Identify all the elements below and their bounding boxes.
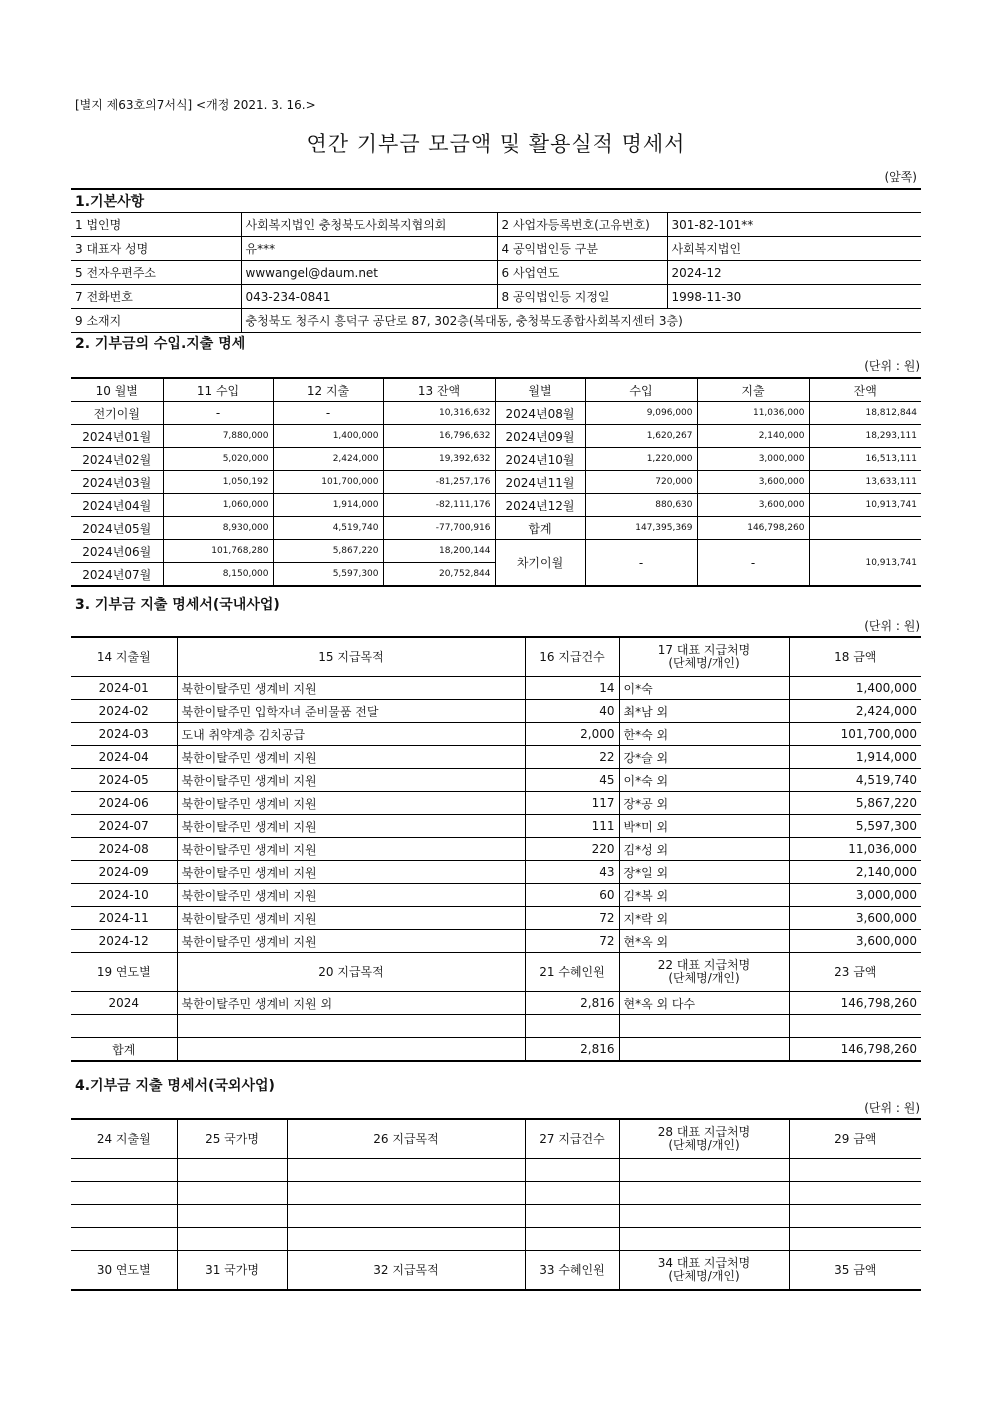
info-label: 3 대표자 성명 (71, 237, 241, 261)
month-cell: 2024-05 (71, 769, 177, 792)
balance-cell: 16,796,632 (383, 425, 495, 448)
empty-cell (177, 1159, 287, 1182)
count-cell: 60 (525, 884, 619, 907)
column-header: 13 잔액 (383, 378, 495, 402)
empty-cell (789, 1182, 921, 1205)
column-header: 29 금액 (789, 1119, 921, 1159)
balance-cell: 16,513,111 (809, 448, 921, 471)
balance-cell: 20,752,844 (383, 563, 495, 587)
table-row (71, 861, 921, 884)
info-label: 2 사업자등록번호(고유번호) (497, 213, 667, 237)
balance-cell: 10,913,741 (809, 494, 921, 517)
empty-cell (525, 1182, 619, 1205)
table-row (71, 815, 921, 838)
amount-cell: 3,600,000 (789, 930, 921, 953)
balance-cell (809, 517, 921, 540)
table-row (71, 540, 921, 563)
section-3-title: 3. 기부금 지출 명세서(국내사업) (75, 597, 280, 613)
info-label: 7 전화번호 (71, 285, 241, 309)
domestic-expense-table (71, 636, 921, 1062)
table-row (71, 992, 921, 1015)
column-header: 월별 (495, 378, 585, 402)
empty-cell (525, 1205, 619, 1228)
table-row (71, 448, 921, 471)
address-value: 충청북도 청주시 흥덕구 공단로 87, 302층(복대동, 충청북도종합사회복지센터 3층) (241, 309, 921, 333)
income-cell: 7,880,000 (163, 425, 273, 448)
expense-cell: 1,400,000 (273, 425, 383, 448)
recipient-cell: 이*숙 (619, 677, 789, 700)
column-header: 25 국가명 (177, 1119, 287, 1159)
expense-cell: 1,914,000 (273, 494, 383, 517)
table-row (71, 700, 921, 723)
empty-cell (287, 1205, 525, 1228)
month-cell: 2024년03월 (71, 471, 163, 494)
month-cell: 2024-08 (71, 838, 177, 861)
unit-label: (단위 : 원) (864, 1101, 920, 1115)
month-cell: 2024-07 (71, 815, 177, 838)
column-header: 33 수혜인원 (525, 1251, 619, 1291)
empty-cell (287, 1228, 525, 1251)
table-row (71, 494, 921, 517)
count-cell: 22 (525, 746, 619, 769)
table-row (71, 1015, 921, 1038)
recipient-cell: 지*락 외 (619, 907, 789, 930)
purpose-cell: 북한이탈주민 생계비 지원 (177, 930, 525, 953)
recipient-cell: 최*남 외 (619, 700, 789, 723)
month-cell: 2024-11 (71, 907, 177, 930)
count-cell: 2,816 (525, 1038, 619, 1062)
column-header: 28 대표 지급처명 (단체명/개인) (619, 1119, 789, 1159)
month-cell: 전기이월 (71, 402, 163, 425)
amount-cell: 146,798,260 (789, 1038, 921, 1062)
expense-cell: - (697, 540, 809, 587)
header-row (71, 1119, 921, 1159)
expense-cell: 5,597,300 (273, 563, 383, 587)
purpose-cell: 북한이탈주민 입학자녀 준비물품 전달 (177, 700, 525, 723)
month-cell: 2024년06월 (71, 540, 163, 563)
purpose-cell: 북한이탈주민 생계비 지원 (177, 884, 525, 907)
expense-cell: 2,140,000 (697, 425, 809, 448)
income-cell: 5,020,000 (163, 448, 273, 471)
expense-cell: 2,424,000 (273, 448, 383, 471)
empty-cell (525, 1159, 619, 1182)
info-value: 사회복지법인 충청북도사회복지협의회 (241, 213, 497, 237)
info-value: 2024-12 (667, 261, 921, 285)
info-value: 유*** (241, 237, 497, 261)
section-2-title: 2. 기부금의 수입.지출 명세 (75, 336, 246, 352)
column-header: 24 지출월 (71, 1119, 177, 1159)
column-header: 14 지출월 (71, 637, 177, 677)
purpose-cell: 북한이탈주민 생계비 지원 (177, 861, 525, 884)
income-cell: 1,060,000 (163, 494, 273, 517)
income-cell: 1,620,267 (585, 425, 697, 448)
document-title: 연간 기부금 모금액 및 활용실적 명세서 (306, 132, 686, 156)
purpose-cell: 북한이탈주민 생계비 지원 (177, 815, 525, 838)
address-label: 9 소재지 (71, 309, 241, 333)
month-cell: 차기이월 (495, 540, 585, 587)
table-row (71, 677, 921, 700)
expense-cell: - (273, 402, 383, 425)
table-row (71, 723, 921, 746)
count-cell (525, 1015, 619, 1038)
info-row (71, 213, 921, 237)
count-cell: 14 (525, 677, 619, 700)
info-label: 6 사업연도 (497, 261, 667, 285)
purpose-cell (177, 1015, 525, 1038)
empty-cell (619, 1228, 789, 1251)
month-cell: 2024-09 (71, 861, 177, 884)
month-cell: 합계 (495, 517, 585, 540)
empty-cell (71, 1228, 177, 1251)
recipient-cell (619, 1015, 789, 1038)
recipient-cell: 이*숙 외 (619, 769, 789, 792)
purpose-cell: 북한이탈주민 생계비 지원 (177, 907, 525, 930)
count-cell: 111 (525, 815, 619, 838)
column-header: 16 지급건수 (525, 637, 619, 677)
balance-cell: -82,111,176 (383, 494, 495, 517)
unit-label: (단위 : 원) (864, 359, 920, 373)
balance-cell: -77,700,916 (383, 517, 495, 540)
info-label: 5 전자우편주소 (71, 261, 241, 285)
amount-cell: 11,036,000 (789, 838, 921, 861)
balance-cell: 18,200,144 (383, 540, 495, 563)
balance-cell: 19,392,632 (383, 448, 495, 471)
recipient-cell: 장*공 외 (619, 792, 789, 815)
purpose-cell: 북한이탈주민 생계비 지원 (177, 838, 525, 861)
purpose-cell: 북한이탈주민 생계비 지원 (177, 792, 525, 815)
empty-cell (789, 1228, 921, 1251)
balance-cell: 10,316,632 (383, 402, 495, 425)
month-cell: 2024년10월 (495, 448, 585, 471)
balance-cell: 18,812,844 (809, 402, 921, 425)
year-cell: 2024 (71, 992, 177, 1015)
header-row (71, 1251, 921, 1291)
table-row (71, 471, 921, 494)
income-cell: 8,150,000 (163, 563, 273, 587)
income-cell: 1,050,192 (163, 471, 273, 494)
recipient-cell: 박*미 외 (619, 815, 789, 838)
month-cell: 2024-03 (71, 723, 177, 746)
recipient-cell: 강*슬 외 (619, 746, 789, 769)
purpose-cell: 북한이탈주민 생계비 지원 (177, 677, 525, 700)
amount-cell: 146,798,260 (789, 992, 921, 1015)
table-row (71, 884, 921, 907)
table-row (71, 792, 921, 815)
income-cell: - (163, 402, 273, 425)
month-cell: 2024년08월 (495, 402, 585, 425)
empty-cell (177, 1205, 287, 1228)
table-row (71, 402, 921, 425)
info-row (71, 261, 921, 285)
info-label: 1 법인명 (71, 213, 241, 237)
count-cell: 220 (525, 838, 619, 861)
empty-cell (287, 1182, 525, 1205)
expense-cell: 146,798,260 (697, 517, 809, 540)
overseas-expense-table (71, 1118, 921, 1291)
empty-cell (525, 1228, 619, 1251)
amount-cell: 1,914,000 (789, 746, 921, 769)
income-cell: 1,220,000 (585, 448, 697, 471)
table-row (71, 746, 921, 769)
balance-cell: 18,293,111 (809, 425, 921, 448)
header-row (71, 637, 921, 677)
section-4-title: 4.기부금 지출 명세서(국외사업) (75, 1078, 275, 1094)
column-header: 32 지급목적 (287, 1251, 525, 1291)
expense-cell: 3,600,000 (697, 494, 809, 517)
amount-cell: 5,867,220 (789, 792, 921, 815)
recipient-cell: 장*일 외 (619, 861, 789, 884)
info-label: 8 공익법인등 지정일 (497, 285, 667, 309)
month-cell: 2024-12 (71, 930, 177, 953)
purpose-cell: 북한이탈주민 생계비 지원 (177, 769, 525, 792)
empty-cell (177, 1228, 287, 1251)
amount-cell: 5,597,300 (789, 815, 921, 838)
empty-cell (789, 1205, 921, 1228)
empty-cell (619, 1205, 789, 1228)
income-cell: 9,096,000 (585, 402, 697, 425)
column-header: 잔액 (809, 378, 921, 402)
amount-cell: 101,700,000 (789, 723, 921, 746)
purpose-cell (177, 1038, 525, 1062)
count-cell: 72 (525, 907, 619, 930)
amount-cell: 3,600,000 (789, 907, 921, 930)
table-row (71, 930, 921, 953)
info-value: 1998-11-30 (667, 285, 921, 309)
header-row (71, 953, 921, 992)
month-cell: 2024년01월 (71, 425, 163, 448)
recipient-cell: 김*성 외 (619, 838, 789, 861)
table-row (71, 907, 921, 930)
column-header: 27 지급건수 (525, 1119, 619, 1159)
column-header: 수입 (585, 378, 697, 402)
column-header: 15 지급목적 (177, 637, 525, 677)
purpose-cell: 북한이탈주민 생계비 지원 외 (177, 992, 525, 1015)
info-value: 사회복지법인 (667, 237, 921, 261)
balance-cell: -81,257,176 (383, 471, 495, 494)
table-row (71, 517, 921, 540)
month-cell: 2024년12월 (495, 494, 585, 517)
column-header: 10 월별 (71, 378, 163, 402)
expense-cell: 4,519,740 (273, 517, 383, 540)
empty-cell (177, 1182, 287, 1205)
expense-cell: 3,600,000 (697, 471, 809, 494)
empty-cell (71, 1205, 177, 1228)
header-row (71, 378, 921, 402)
column-header: 21 수혜인원 (525, 953, 619, 992)
unit-label: (단위 : 원) (864, 619, 920, 633)
empty-cell (71, 1159, 177, 1182)
total-row (71, 1038, 921, 1062)
expense-cell: 11,036,000 (697, 402, 809, 425)
column-header: 35 금액 (789, 1251, 921, 1291)
column-header: 11 수입 (163, 378, 273, 402)
column-header: 34 대표 지급처명 (단체명/개인) (619, 1251, 789, 1291)
recipient-cell: 김*복 외 (619, 884, 789, 907)
info-value: 301-82-101** (667, 213, 921, 237)
income-cell: 101,768,280 (163, 540, 273, 563)
month-cell: 2024년09월 (495, 425, 585, 448)
income-cell: 720,000 (585, 471, 697, 494)
count-cell: 45 (525, 769, 619, 792)
month-cell: 2024년05월 (71, 517, 163, 540)
empty-cell (789, 1159, 921, 1182)
income-expense-table (71, 377, 921, 587)
amount-cell: 1,400,000 (789, 677, 921, 700)
info-value: 043-234-0841 (241, 285, 497, 309)
income-cell: 147,395,369 (585, 517, 697, 540)
form-number: [별지 제63호의7서식] <개정 2021. 3. 16.> (75, 98, 316, 112)
page-side-label: (앞쪽) (884, 170, 917, 184)
month-cell: 2024-01 (71, 677, 177, 700)
column-header: 20 지급목적 (177, 953, 525, 992)
empty-cell (619, 1182, 789, 1205)
income-cell: 8,930,000 (163, 517, 273, 540)
month-cell: 2024년11월 (495, 471, 585, 494)
year-cell (71, 1015, 177, 1038)
amount-cell: 2,424,000 (789, 700, 921, 723)
count-cell: 40 (525, 700, 619, 723)
count-cell: 2,000 (525, 723, 619, 746)
total-label: 합계 (71, 1038, 177, 1062)
column-header: 17 대표 지급처명 (단체명/개인) (619, 637, 789, 677)
table-row (71, 838, 921, 861)
basic-info-table (71, 188, 921, 333)
info-value: wwwangel@daum.net (241, 261, 497, 285)
month-cell: 2024-04 (71, 746, 177, 769)
table-row (71, 1205, 921, 1228)
column-header: 12 지출 (273, 378, 383, 402)
balance-cell: 10,913,741 (809, 540, 921, 587)
info-row (71, 237, 921, 261)
empty-cell (619, 1159, 789, 1182)
expense-cell: 5,867,220 (273, 540, 383, 563)
column-header: 지출 (697, 378, 809, 402)
column-header: 23 금액 (789, 953, 921, 992)
table-row (71, 769, 921, 792)
month-cell: 2024-02 (71, 700, 177, 723)
month-cell: 2024-06 (71, 792, 177, 815)
column-header: 31 국가명 (177, 1251, 287, 1291)
count-cell: 117 (525, 792, 619, 815)
table-row (71, 1228, 921, 1251)
recipient-cell: 현*옥 외 (619, 930, 789, 953)
recipient-cell: 현*옥 외 다수 (619, 992, 789, 1015)
month-cell: 2024년04월 (71, 494, 163, 517)
recipient-cell (619, 1038, 789, 1062)
column-header: 30 연도별 (71, 1251, 177, 1291)
amount-cell (789, 1015, 921, 1038)
info-label: 4 공익법인등 구분 (497, 237, 667, 261)
count-cell: 2,816 (525, 992, 619, 1015)
empty-cell (287, 1159, 525, 1182)
section-1-title: 1.기본사항 (71, 189, 921, 213)
amount-cell: 2,140,000 (789, 861, 921, 884)
count-cell: 43 (525, 861, 619, 884)
month-cell: 2024년02월 (71, 448, 163, 471)
column-header: 22 대표 지급처명 (단체명/개인) (619, 953, 789, 992)
column-header: 19 연도별 (71, 953, 177, 992)
expense-cell: 3,000,000 (697, 448, 809, 471)
income-cell: 880,630 (585, 494, 697, 517)
income-cell: - (585, 540, 697, 587)
recipient-cell: 한*숙 외 (619, 723, 789, 746)
info-row (71, 285, 921, 309)
table-row (71, 1159, 921, 1182)
amount-cell: 3,000,000 (789, 884, 921, 907)
amount-cell: 4,519,740 (789, 769, 921, 792)
column-header: 18 금액 (789, 637, 921, 677)
month-cell: 2024년07월 (71, 563, 163, 587)
empty-cell (71, 1182, 177, 1205)
balance-cell: 13,633,111 (809, 471, 921, 494)
column-header: 26 지급목적 (287, 1119, 525, 1159)
month-cell: 2024-10 (71, 884, 177, 907)
table-row (71, 1182, 921, 1205)
purpose-cell: 도내 취약계층 김치공급 (177, 723, 525, 746)
count-cell: 72 (525, 930, 619, 953)
expense-cell: 101,700,000 (273, 471, 383, 494)
table-row (71, 425, 921, 448)
purpose-cell: 북한이탈주민 생계비 지원 (177, 746, 525, 769)
